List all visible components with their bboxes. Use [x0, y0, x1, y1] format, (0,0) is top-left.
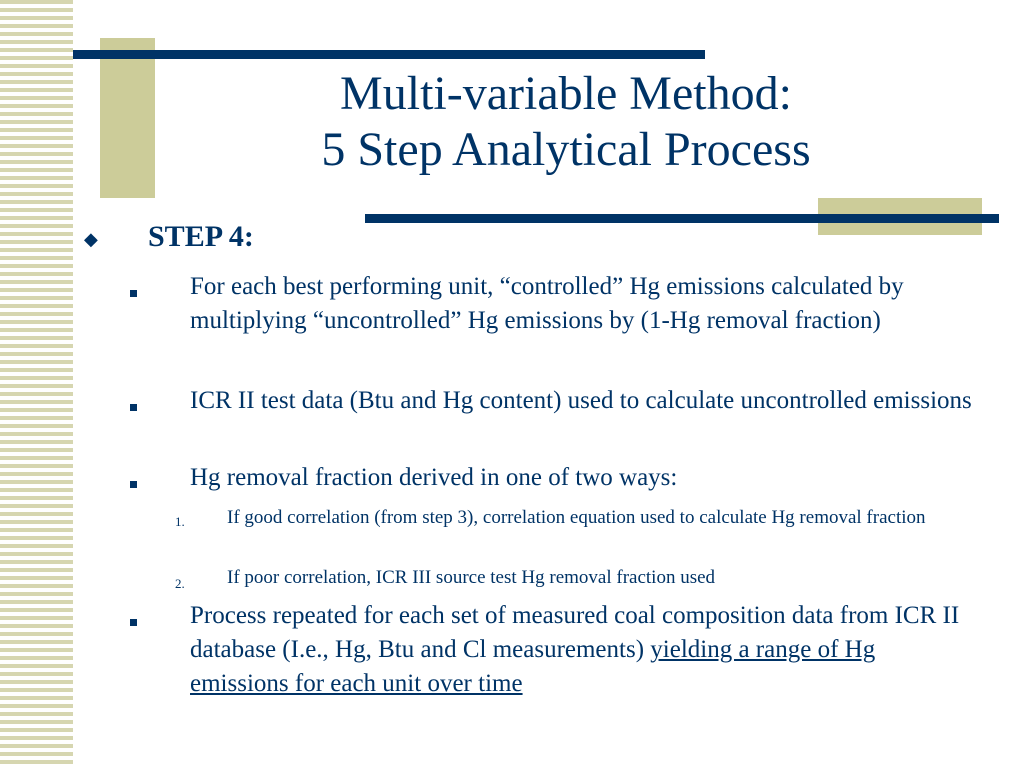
- bullet-icr-test-data: ICR II test data (Btu and Hg content) used to calculate uncontrolled emissions: [190, 387, 972, 414]
- square-bullet-icon: [130, 290, 137, 297]
- bullet-process-underlined: yielding a range of Hg emissions for each unit over time: [190, 636, 876, 697]
- step-heading: STEP 4:: [148, 220, 254, 253]
- square-bullet-icon: [130, 619, 137, 626]
- bullet-removal-fraction: Hg removal fraction derived in one of two ways:: [190, 464, 678, 491]
- subitem-marker: 2.: [175, 576, 185, 591]
- title-line-2: 5 Step Analytical Process: [321, 123, 811, 176]
- subitem-marker: 1.: [175, 514, 185, 529]
- bullet-controlled-emissions: For each best performing unit, “controlled” Hg emissions calculated by multiplying “uncontrolled” Hg emissions by (1-Hg removal fraction): [190, 273, 904, 334]
- bullet-process-repeated: [190, 599, 980, 701]
- subitem-good-correlation: If good correlation (from step 3), correlation equation used to calculate Hg removal fraction: [227, 507, 926, 528]
- subitem-poor-correlation: If poor correlation, ICR III source test Hg removal fraction used: [227, 567, 716, 588]
- diamond-icon: ◆: [84, 229, 98, 249]
- bullet-process-text: Process repeated for each set of measured coal composition data from ICR II database (I.e., Hg, Btu and Cl measurements): [190, 602, 960, 663]
- square-bullet-icon: [130, 404, 137, 411]
- square-bullet-icon: [130, 481, 137, 488]
- title-line-1: Multi-variable Method:: [340, 67, 792, 120]
